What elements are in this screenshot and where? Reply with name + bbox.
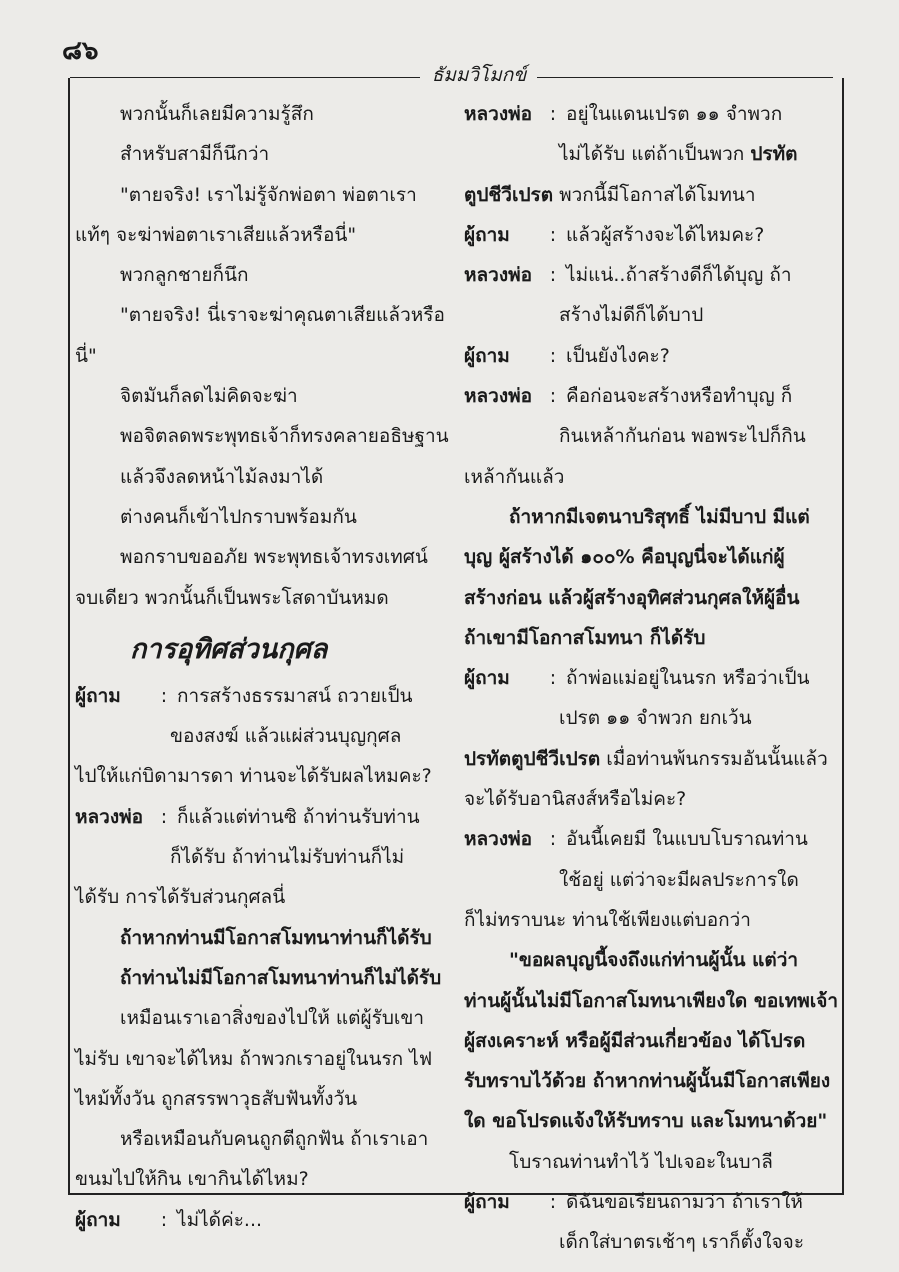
text-line: "ตายจริง! เราไม่รู้จักพ่อตา พ่อตาเรา	[120, 183, 417, 206]
dialogue-line	[75, 797, 441, 837]
text-line: ก็ได้รับ ถ้าท่านไม่รับท่านก็ไม่	[170, 846, 405, 869]
term-bold: ตูปชีวีเปรต	[464, 183, 554, 206]
running-title: ธัมมวิโมกข์	[431, 64, 527, 86]
text-line: ไม่รับ เขาจะได้ไหม ถ้าพวกเราอยู่ในนรก ไฟ	[75, 1047, 433, 1070]
dialogue-line	[464, 376, 827, 416]
colon: :	[549, 828, 557, 851]
dialogue-text: อันนี้เคยมี ในแบบโบราณท่าน	[566, 828, 808, 851]
dialogue-line	[464, 1182, 827, 1222]
dialogue-text: ถ้าพ่อแม่อยู่ในนรก หรือว่าเป็น	[566, 667, 810, 690]
left-column	[75, 94, 449, 1240]
speaker-label: หลวงพ่อ	[464, 103, 533, 125]
emphasis-line: ถ้าท่านไม่มีโอกาสโมทนาท่านก็ไม่ได้รับ	[120, 966, 442, 989]
emphasis-line: ถ้าเขามีโอกาสโมทนา ก็ได้รับ	[464, 626, 706, 649]
speaker-label: ผู้ถาม	[75, 1208, 121, 1231]
speaker-label: ผู้ถาม	[464, 1191, 510, 1214]
text-line: หรือเหมือนกับคนถูกตีถูกฟัน ถ้าเราเอา	[120, 1128, 429, 1151]
text-line: เด็กใส่บาตรเช้าๆ เราก็ตั้งใจจะ	[559, 1231, 805, 1254]
colon: :	[160, 684, 168, 707]
dialogue-line	[464, 658, 827, 698]
text-line: พอกราบขออภัย พระพุทธเจ้าทรงเทศน์	[120, 546, 428, 569]
text-line: พวกนั้นก็เลยมีความรู้สึก	[120, 103, 314, 125]
text-line: นี่"	[75, 344, 97, 367]
text-fragment: พวกนี้มีโอกาสได้โมทนา	[553, 183, 756, 206]
quote-line: ท่านผู้นั้นไม่มีโอกาสโมทนาเพียงใด ขอเทพเจ้า	[464, 989, 839, 1012]
colon: :	[549, 223, 557, 246]
text-line: จิตมันก็ลดไม่คิดจะฆ่า	[120, 385, 298, 408]
text-line: พวกลูกชายก็นึก	[120, 264, 249, 287]
dialogue-text: การสร้างธรรมาสน์ ถวายเป็น	[177, 684, 413, 707]
text-line: ขนมไปให้กิน เขากินได้ไหม?	[75, 1168, 309, 1191]
speaker-label: ผู้ถาม	[75, 684, 121, 707]
dialogue-text: ไม่แน่..ถ้าสร้างดีก็ได้บุญ ถ้า	[566, 264, 792, 287]
term-bold: ปรทัตตูปชีวีเปรต	[464, 747, 601, 770]
emphasis-line: ถ้าหากมีเจตนาบริสุทธิ์ ไม่มีบาป มีแต่	[509, 505, 810, 528]
text-line	[464, 739, 827, 779]
quote-line: รับทราบไว้ด้วย ถ้าหากท่านผู้นั้นมีโอกาสเพียง	[464, 1070, 831, 1093]
dialogue-text: ไม่ได้ค่ะ...	[177, 1208, 263, 1231]
speaker-label: หลวงพ่อ	[464, 264, 533, 287]
text-line: ใช้อยู่ แต่ว่าจะมีผลประการใด	[559, 868, 799, 891]
dialogue-line	[75, 1200, 441, 1240]
speaker-label: ผู้ถาม	[464, 344, 510, 367]
text-line: สร้างไม่ดีก็ได้บาป	[559, 304, 704, 327]
text-line: ได้รับ การได้รับส่วนกุศลนี่	[75, 886, 286, 909]
colon: :	[549, 1191, 557, 1214]
speaker-label: ผู้ถาม	[464, 667, 510, 690]
colon: :	[160, 805, 168, 828]
text-line	[464, 175, 827, 215]
emphasis-line: บุญ ผู้สร้างได้ ๑๐๐% คือบุญนี่จะได้แก่ผู้	[464, 546, 785, 569]
quote-line: ผู้สงเคราะห์ หรือผู้มีส่วนเกี่ยวข้อง ได้โปรด	[464, 1029, 806, 1052]
colon: :	[549, 385, 557, 408]
dialogue-line	[75, 676, 441, 716]
quote-line: ใด ขอโปรดแจ้งให้รับทราบ และโมทนาด้วย"	[464, 1110, 828, 1133]
dialogue-line	[464, 255, 827, 295]
text-line: ไปให้แก่บิดามารดา ท่านจะได้รับผลไหมคะ?	[75, 765, 432, 788]
emphasis-line: ถ้าหากท่านมีโอกาสโมทนาท่านก็ได้รับ	[120, 926, 432, 949]
quote-line: "ขอผลบุญนี้จงถึงแก่ท่านผู้นั้น แต่ว่า	[509, 949, 799, 972]
text-line: จะได้รับอานิสงส์หรือไม่คะ?	[464, 788, 687, 811]
colon: :	[549, 103, 557, 125]
text-line: ก็ไม่ทราบนะ ท่านใช้เพียงแต่บอกว่า	[464, 908, 751, 931]
text-line	[464, 134, 827, 174]
dialogue-text: ดิฉันขอเรียนถามว่า ถ้าเราให้	[566, 1191, 803, 1214]
text-fragment: เมื่อท่านพ้นกรรมอันนั้นแล้ว	[600, 747, 828, 770]
dialogue-line	[464, 94, 827, 134]
term-bold: ปรทัต	[750, 143, 798, 166]
text-line: ของสงฆ์ แล้วแผ่ส่วนบุญกุศล	[170, 725, 402, 748]
section-heading: การอุทิศส่วนกุศล	[130, 633, 328, 665]
text-line: พอจิตลดพระพุทธเจ้าก็ทรงคลายอธิษฐาน	[120, 425, 449, 448]
speaker-label: หลวงพ่อ	[464, 828, 533, 851]
text-line: แท้ๆ จะฆ่าพ่อตาเราเสียแล้วหรือนี่"	[75, 223, 357, 246]
speaker-label: หลวงพ่อ	[75, 805, 144, 828]
text-line: สำหรับสามีก็นึกว่า	[120, 143, 270, 166]
colon: :	[549, 264, 557, 287]
dialogue-line	[464, 336, 827, 376]
text-fragment: ไม่ได้รับ แต่ถ้าเป็นพวก	[559, 143, 751, 166]
emphasis-line: สร้างก่อน แล้วผู้สร้างอุทิศส่วนกุศลให้ผู้อื่น	[464, 586, 800, 609]
text-line: แล้วจึงลดหน้าไม้ลงมาได้	[120, 465, 324, 488]
dialogue-text: แล้วผู้สร้างจะได้ไหมคะ?	[566, 223, 765, 246]
right-column	[464, 94, 839, 1263]
text-line: โบราณท่านทำไว้ ไปเจอะในบาลี	[509, 1150, 773, 1173]
page-number: ๘๖	[62, 36, 99, 66]
dialogue-text: อยู่ในแดนเปรต ๑๑ จำพวก	[566, 103, 783, 125]
text-line: เปรต ๑๑ จำพวก ยกเว้น	[559, 707, 752, 730]
text-line: ต่างคนก็เข้าไปกราบพร้อมกัน	[120, 505, 357, 528]
dialogue-text: คือก่อนจะสร้างหรือทำบุญ ก็	[566, 385, 793, 408]
speaker-label: หลวงพ่อ	[464, 385, 533, 408]
text-line: เหมือนเราเอาสิ่งของไปให้ แต่ผู้รับเขา	[120, 1007, 425, 1030]
text-line: กินเหล้ากันก่อน พอพระไปก็กิน	[559, 425, 806, 448]
dialogue-line	[464, 819, 827, 859]
speaker-label: ผู้ถาม	[464, 223, 510, 246]
dialogue-text: เป็นยังไงคะ?	[566, 344, 670, 367]
text-line: จบเดียว พวกนั้นก็เป็นพระโสดาบันหมด	[75, 586, 389, 609]
colon: :	[549, 344, 557, 367]
text-line: ไหม้ทั้งวัน ถูกสรรพาวุธสับฟันทั้งวัน	[75, 1087, 358, 1110]
dialogue-line	[464, 215, 827, 255]
text-line: "ตายจริง! นี่เราจะฆ่าคุณตาเสียแล้วหรือ	[120, 304, 445, 327]
text-line: เหล้ากันแล้ว	[464, 465, 565, 488]
colon: :	[549, 667, 557, 690]
colon: :	[160, 1208, 168, 1231]
dialogue-text: ก็แล้วแต่ท่านซิ ถ้าท่านรับท่าน	[177, 805, 420, 828]
